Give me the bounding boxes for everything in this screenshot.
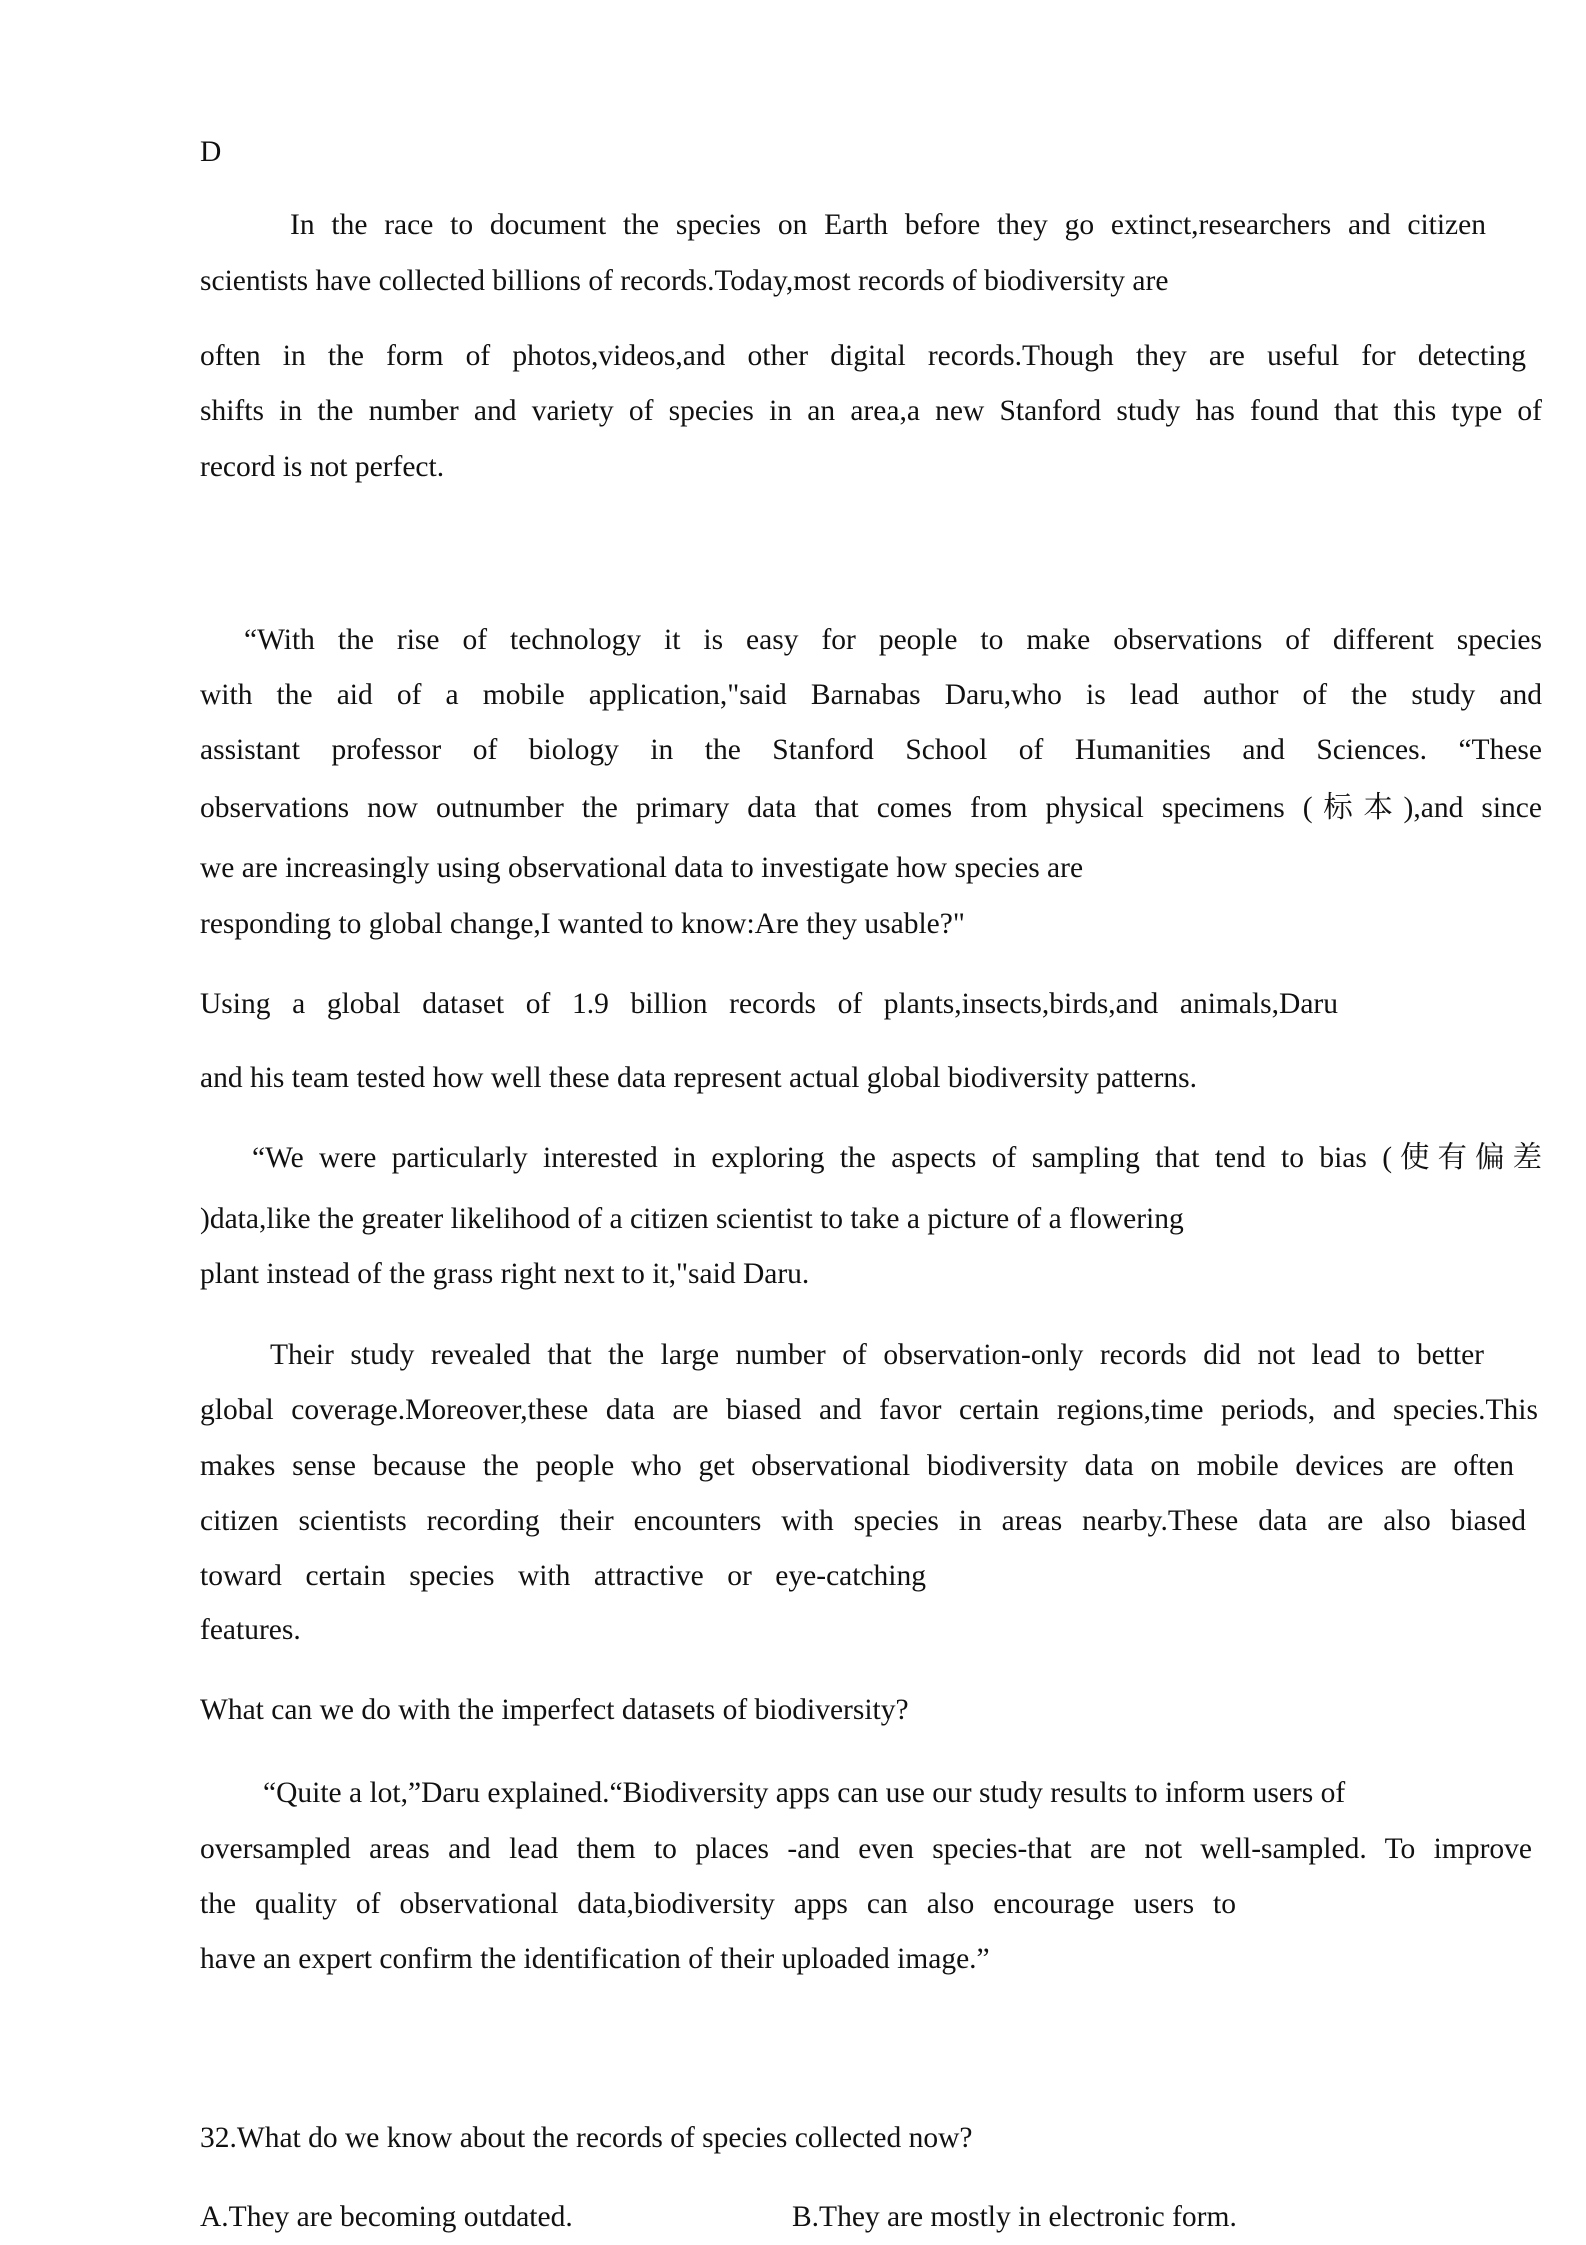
paragraph-3-line-6: responding to global change,I wanted to know:Are they usable?": [200, 908, 965, 940]
paragraph-7-line-5: toward certain species with attractive or eye-catching: [200, 1560, 926, 1592]
paragraph-7-line-6: features.: [200, 1614, 301, 1646]
paragraph-6-line-2: )data,like the greater likelihood of a citizen scientist to take a picture of a flowering: [200, 1203, 1184, 1235]
paragraph-2-line-3: record is not perfect.: [200, 451, 445, 483]
paragraph-5-line-1: and his team tested how well these data represent actual global biodiversity patterns.: [200, 1062, 1197, 1094]
paragraph-9-line-2: oversampled areas and lead them to places -and even species-that are not well-sampled. To improve: [200, 1833, 1532, 1865]
paragraph-3-line-2: with the aid of a mobile application,"said Barnabas Daru,who is lead author of the study and: [200, 679, 1542, 711]
paragraph-6-line-1: “We were particularly interested in exploring the aspects of sampling that tend to bias (使有偏差: [252, 1142, 1542, 1174]
paragraph-9-line-3: the quality of observational data,biodiversity apps can also encourage users to: [200, 1888, 1236, 1920]
paragraph-3-line-3: assistant professor of biology in the Stanford School of Humanities and Sciences. “These: [200, 734, 1542, 766]
question-32-option-b: B.They are mostly in electronic form.: [792, 2201, 1237, 2233]
paragraph-2-line-2: shifts in the number and variety of species in an area,a new Stanford study has found that this type of: [200, 395, 1542, 427]
paragraph-7-line-1: Their study revealed that the large number of observation-only records did not lead to better: [270, 1339, 1484, 1371]
question-32-stem: 32.What do we know about the records of species collected now?: [200, 2122, 973, 2154]
paragraph-7-line-3: makes sense because the people who get observational biodiversity data on mobile devices are often: [200, 1450, 1514, 1482]
paragraph-1-line-2: scientists have collected billions of records.Today,most records of biodiversity are: [200, 265, 1169, 297]
question-32-option-a: A.They are becoming outdated.: [200, 2201, 573, 2233]
paragraph-1-line-1: In the race to document the species on Earth before they go extinct,researchers and citizen: [290, 209, 1486, 241]
paragraph-4-line-1: Using a global dataset of 1.9 billion records of plants,insects,birds,and animals,Daru: [200, 988, 1338, 1020]
paragraph-3-line-1: “With the rise of technology it is easy for people to make observations of different species: [244, 624, 1542, 656]
paragraph-3-line-5: we are increasingly using observational data to investigate how species are: [200, 852, 1084, 884]
paragraph-3-line-4: observations now outnumber the primary data that comes from physical specimens (标本),and since: [200, 792, 1542, 824]
paragraph-8-line-1: What can we do with the imperfect datasets of biodiversity?: [200, 1694, 909, 1726]
paragraph-2-line-1: often in the form of photos,videos,and other digital records.Though they are useful for detecting: [200, 340, 1526, 372]
paragraph-9-line-4: have an expert confirm the identification of their uploaded image.”: [200, 1943, 990, 1975]
paragraph-7-line-2: global coverage.Moreover,these data are biased and favor certain regions,time periods, and species.This: [200, 1394, 1538, 1426]
paragraph-7-line-4: citizen scientists recording their encounters with species in areas nearby.These data are also biased: [200, 1505, 1526, 1537]
paragraph-6-line-3: plant instead of the grass right next to it,"said Daru.: [200, 1258, 810, 1290]
paragraph-9-line-1: “Quite a lot,”Daru explained.“Biodiversity apps can use our study results to inform users of: [263, 1777, 1346, 1809]
section-label: D: [200, 136, 222, 168]
